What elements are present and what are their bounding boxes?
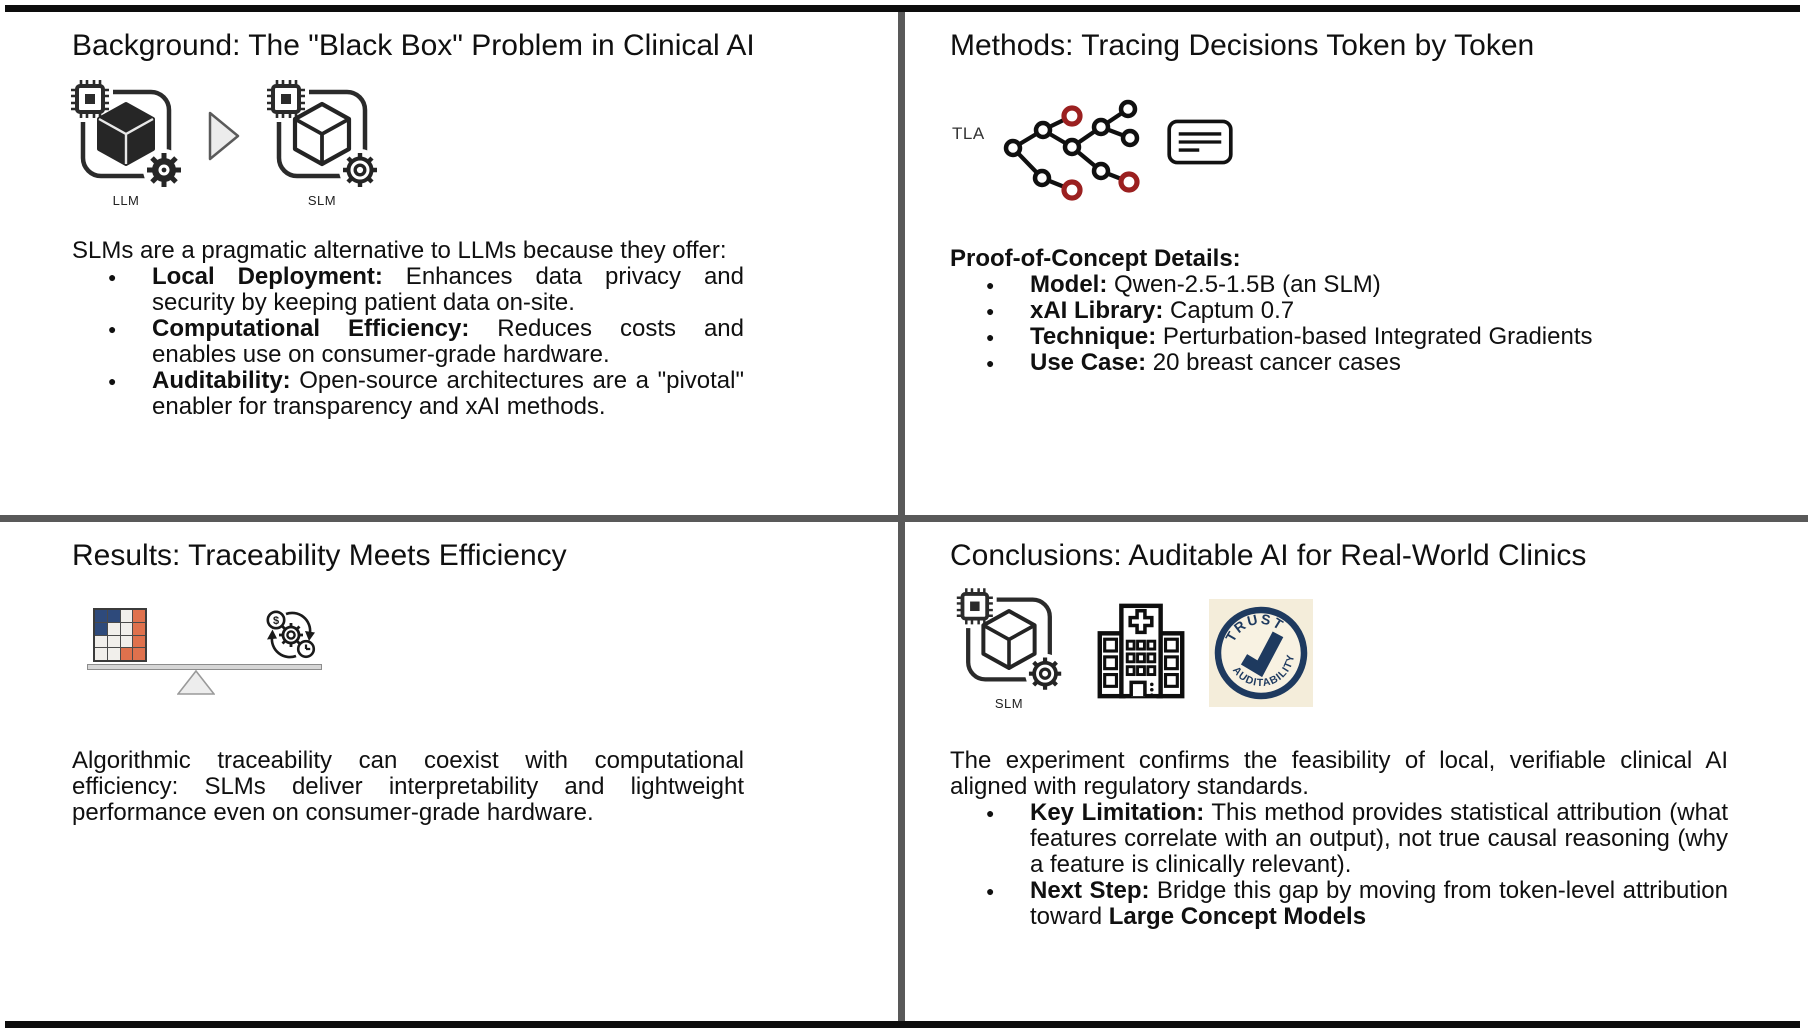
- llm-to-slm-icon-group: [67, 78, 381, 208]
- llm-label: LLM: [112, 193, 140, 208]
- gear-icon: [343, 153, 377, 187]
- bullet-text: Captum 0.7: [1163, 297, 1295, 324]
- black-cube-icon: [99, 104, 153, 164]
- bullet-text: This method provides statistical attribution (what features correlate with an output), not true causal reasoning (why a feature is clinically relevant).: [1030, 799, 1728, 878]
- gear-icon: [147, 153, 181, 187]
- transition-arrow-icon: [207, 110, 241, 167]
- slm-icon: [263, 78, 381, 190]
- conclusions-intro: The experiment confirms the feasibility of local, verifiable clinical AI aligned with regulatory standards.: [950, 747, 1728, 800]
- slm-label: SLM: [994, 696, 1024, 711]
- bullet-item: [950, 878, 1728, 930]
- grid-cell: [108, 623, 120, 635]
- balance-fulcrum-icon: [177, 670, 215, 700]
- llm-icon-column: [67, 78, 185, 208]
- grid-cell: [108, 648, 120, 660]
- bullet-tail: Large Concept Models: [1108, 903, 1367, 930]
- bullet-text: Enhances data privacy and security by keeping patient data on-site.: [152, 263, 744, 316]
- bullet-text: Open-source architectures are a "pivotal" enabler for transparency and xAI methods.: [152, 367, 744, 420]
- bullet-text: Perturbation-based Integrated Gradients: [1156, 323, 1593, 350]
- tla-label: TLA: [952, 124, 985, 143]
- results-quadrant: [5, 522, 898, 1021]
- grid-cell: [133, 648, 145, 660]
- grid-cell: [133, 636, 145, 648]
- wireframe-cube-icon: [983, 611, 1034, 668]
- hospital-icon: [1091, 598, 1191, 709]
- bullet-text: Bridge this gap by moving from token-level attribution toward: [1030, 877, 1728, 930]
- background-title: Background: The "Black Box" Problem in Clinical AI: [72, 29, 755, 62]
- bullet-item: [950, 800, 1728, 878]
- trust-badge-icon: [1209, 599, 1313, 707]
- conclusions-quadrant: [905, 522, 1803, 1021]
- bullet-item: [72, 316, 744, 368]
- bullet-item: [72, 264, 744, 316]
- bullet-item: [72, 368, 744, 420]
- top-border: [5, 5, 1800, 12]
- bullet-label: Auditability:: [152, 367, 291, 394]
- bullet-label: Next Step:: [1030, 877, 1150, 904]
- badge-bottom-text: AUDITABILITY: [1230, 653, 1298, 690]
- bottom-border: [5, 1021, 1800, 1028]
- background-quadrant: [5, 12, 898, 515]
- slm-icon: [953, 586, 1065, 693]
- slm-icon-column: [953, 586, 1065, 711]
- bullet-item: [950, 298, 1722, 324]
- grid-cell: [133, 610, 145, 622]
- note-card-icon: [1167, 116, 1233, 173]
- bullet-label: xAI Library:: [1030, 297, 1164, 324]
- methods-body: [950, 246, 1722, 376]
- grid-cell: [121, 623, 133, 635]
- bullet-label: Model:: [1030, 271, 1108, 298]
- conclusions-bullets: [950, 800, 1728, 930]
- bullet-text: Reduces costs and enables use on consumer-grade hardware.: [152, 315, 744, 368]
- horizontal-divider: [0, 515, 1808, 522]
- token-graph-icon: [995, 90, 1153, 213]
- gear-icon: [1029, 658, 1061, 690]
- grid-cell: [121, 648, 133, 660]
- slm-icon-column: [263, 78, 381, 208]
- grid-cell: [108, 636, 120, 648]
- bullet-item: [950, 272, 1722, 298]
- slm-label: SLM: [307, 193, 337, 208]
- wireframe-cube-icon: [295, 104, 349, 164]
- bullet-label: Use Case:: [1030, 349, 1147, 376]
- bullet-text: 20 breast cancer cases: [1146, 349, 1401, 376]
- bullet-label: Local Deployment:: [152, 263, 383, 290]
- grid-cell: [95, 623, 107, 635]
- bullet-item: [950, 324, 1722, 350]
- bullet-item: [950, 350, 1722, 376]
- balance-icon-group: [87, 608, 327, 708]
- badge-top-text: TRUST: [1222, 610, 1288, 645]
- clock-icon: [298, 641, 314, 657]
- grid-cell: [95, 648, 107, 660]
- methods-quadrant: [905, 12, 1803, 515]
- bullet-label: Computational Efficiency:: [152, 315, 470, 342]
- grid-cell: [108, 610, 120, 622]
- results-title: Results: Traceability Meets Efficiency: [72, 539, 567, 572]
- background-body: [72, 238, 744, 420]
- methods-bullets: [950, 272, 1722, 376]
- bullet-label: Key Limitation:: [1030, 799, 1205, 826]
- conclusions-body: [950, 748, 1728, 930]
- conclusions-icon-group: [953, 586, 1313, 711]
- dollar-symbol: $: [272, 615, 280, 627]
- grid-cell: [121, 636, 133, 648]
- grid-cell: [95, 610, 107, 622]
- methods-title: Methods: Tracing Decisions Token by Token: [950, 29, 1535, 62]
- efficiency-cycle-icon: [265, 610, 317, 665]
- bullet-label: Technique:: [1030, 323, 1157, 350]
- grid-cell: [133, 623, 145, 635]
- methods-heading: Proof-of-Concept Details:: [950, 245, 1241, 272]
- background-intro: SLMs are a pragmatic alternative to LLMs because they offer:: [72, 237, 727, 264]
- grid-cell: [121, 610, 133, 622]
- conclusions-title: Conclusions: Auditable AI for Real-World Clinics: [950, 539, 1587, 572]
- background-bullets: [72, 264, 744, 420]
- results-paragraph: Algorithmic traceability can coexist with computational efficiency: SLMs deliver interpretability and lightweight performance even on consumer-grade hardware.: [72, 747, 744, 826]
- bullet-text: Qwen-2.5-1.5B (an SLM): [1107, 271, 1381, 298]
- attribution-matrix-icon: [93, 608, 147, 662]
- llm-icon: [67, 78, 185, 190]
- grid-cell: [95, 636, 107, 648]
